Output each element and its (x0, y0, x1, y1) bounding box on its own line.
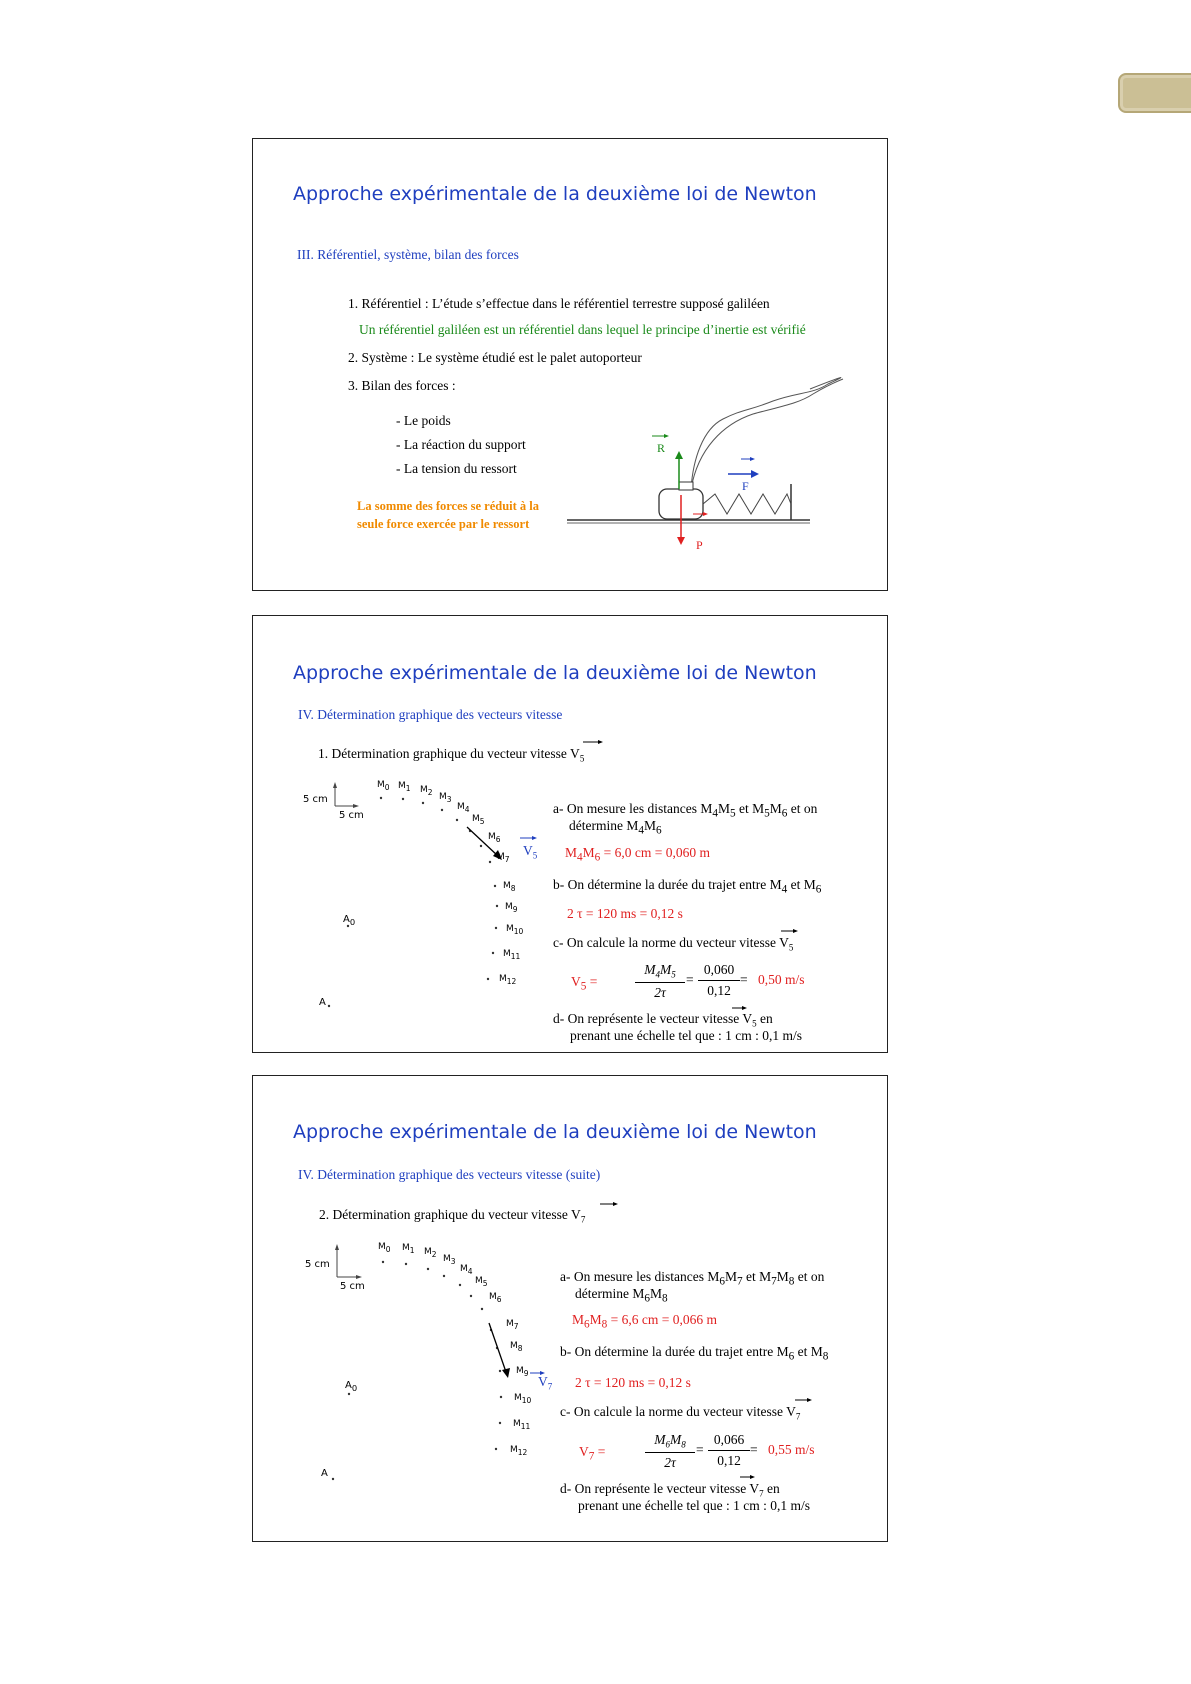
step-a-result: $M_6M_8 = 6,6$ cm = 0,066 m (572, 1312, 718, 1331)
pt-label: $M_3$ (439, 792, 452, 804)
step-c-line: c- On calcule la norme du vecteur vitesse $V_7$ (560, 1404, 801, 1422)
equals: = (740, 972, 748, 987)
label-F: F (742, 479, 749, 493)
pt-label: $M_{10}$ (514, 1393, 532, 1405)
slide-title: Approche expérimentale de la deuxième loi de Newton (293, 1121, 817, 1143)
slide-v7 (252, 1075, 888, 1542)
section-heading: IV. Détermination graphique des vecteurs vitesse (298, 707, 563, 722)
item-referentiel: 1. Référentiel : L’étude s’effectue dans le référentiel terrestre supposé galiléen (348, 296, 770, 311)
step-a-line1: a- On mesure les distances $M_4M_5$ et $M_5M_6$ et on (553, 801, 818, 820)
pt-label: $M_6$ (489, 1292, 502, 1304)
scale-horizontal: 5 cm (339, 810, 364, 821)
pt-label: $M_4$ (457, 802, 470, 814)
item-bilan: 3. Bilan des forces : (348, 378, 456, 393)
formula-fraction: $\frac{M_4M_5}{2\tau}$ (635, 962, 685, 1001)
step-a-result: $M_4M_6 = 6,0$ cm = 0,060 m (565, 845, 711, 864)
equals: = (686, 972, 694, 987)
step-b-result: 2 τ = 120 ms = 0,12 s (575, 1375, 691, 1390)
step-d-line1: d- On représente le vecteur vitesse $V_7$ en (560, 1481, 780, 1499)
item-systeme: 2. Système : Le système étudié est le palet autoporteur (348, 350, 642, 365)
label-v7: $V_7$ (538, 1374, 553, 1392)
pt-label: $M_1$ (398, 781, 411, 793)
step-a-line1: a- On mesure les distances $M_6M_7$ et $M_7M_8$ et on (560, 1269, 825, 1288)
formula-values: $\frac{0,060}{0,12}$ (698, 962, 740, 999)
sum-forces-line2: seule force exercée par le ressort (357, 517, 530, 531)
pt-label: $M_3$ (443, 1254, 456, 1266)
pt-label: $M_2$ (420, 785, 433, 797)
label-P: P (696, 538, 703, 552)
step-d-line2: prenant une échelle tel que : 1 cm : 0,1 m/s (570, 1028, 803, 1043)
pt-label: $M_{11}$ (513, 1419, 531, 1431)
equals: = (696, 1442, 704, 1457)
scale-vertical: 5 cm (305, 1259, 330, 1270)
force-reaction: - La réaction du support (396, 437, 526, 452)
label-v5: $V_5$ (523, 843, 538, 861)
step-d-arrow (253, 1076, 887, 1541)
label-A0: $A_0$ (345, 1380, 358, 1393)
step-d-line2: prenant une échelle tel que : 1 cm : 0,1 m/s (578, 1498, 811, 1513)
section-heading: IV. Détermination graphique des vecteurs vitesse (suite) (298, 1167, 601, 1182)
force-poids: - Le poids (396, 413, 451, 428)
label-A0: $A_0$ (343, 914, 356, 927)
sum-forces-line1: La somme des forces se réduit à la (357, 499, 540, 513)
formula-fraction: $\frac{M_6M_8}{2\tau}$ (645, 1432, 695, 1471)
pt-label: $M_0$ (377, 780, 390, 792)
pt-label: $M_8$ (503, 881, 516, 893)
formula-values: $\frac{0,066}{0,12}$ (708, 1432, 750, 1469)
slide-title: Approche expérimentale de la deuxième loi de Newton (293, 183, 817, 205)
step-a-line2: détermine $M_6M_8$ (575, 1286, 668, 1305)
slide-forces (252, 138, 888, 591)
formula-lhs: $V_7$ = (579, 1444, 606, 1463)
note-galileen: Un référentiel galiléen est un référentiel dans lequel le principe d’inertie est vérifié (359, 322, 806, 337)
pt-label: $M_{12}$ (499, 974, 517, 986)
label-R: R (657, 441, 666, 455)
string-line (691, 378, 841, 490)
heading-v5: 1. Détermination graphique du vecteur vitesse $V_5$ (318, 746, 585, 764)
pt-label: $M_7$ (497, 852, 510, 864)
scale-horizontal: 5 cm (340, 1281, 365, 1292)
pt-label: $M_5$ (472, 814, 485, 826)
step-d-line1: d- On représente le vecteur vitesse $V_5$ en (553, 1011, 773, 1029)
pt-label: $M_9$ (505, 902, 518, 914)
pt-label: $M_4$ (460, 1264, 473, 1276)
pt-label: $M_2$ (424, 1247, 437, 1259)
label-A: A (319, 997, 326, 1008)
heading-v7: 2. Détermination graphique du vecteur vitesse $V_7$ (319, 1207, 586, 1225)
pt-label: $M_0$ (378, 1242, 391, 1254)
force-tension: - La tension du ressort (396, 461, 517, 476)
scale-vertical: 5 cm (303, 794, 328, 805)
pt-label: $M_7$ (506, 1319, 519, 1331)
pt-label: $M_{12}$ (510, 1445, 528, 1457)
step-d-arrow (253, 616, 887, 1052)
puck-spring-diagram (253, 139, 887, 590)
formula-lhs: $V_5$ = (571, 974, 598, 993)
step-a-line2: détermine $M_4M_6$ (569, 818, 662, 837)
step-b-line: b- On détermine la durée du trajet entre $M_6$ et $M_8$ (560, 1344, 829, 1363)
spring (703, 494, 791, 514)
pt-label: $M_{11}$ (503, 949, 521, 961)
step-b-line: b- On détermine la durée du trajet entre $M_4$ et $M_6$ (553, 877, 822, 896)
pt-label: $M_{10}$ (506, 924, 524, 936)
pt-label: $M_5$ (475, 1276, 488, 1288)
formula-result: 0,50 m/s (758, 972, 805, 987)
pt-label: $M_1$ (402, 1243, 415, 1255)
formula-result: 0,55 m/s (768, 1442, 815, 1457)
pt-label: $M_9$ (516, 1366, 529, 1378)
slide-title: Approche expérimentale de la deuxième loi de Newton (293, 662, 817, 684)
equals: = (750, 1442, 758, 1457)
label-A: A (321, 1468, 328, 1479)
slide-v5 (252, 615, 888, 1053)
step-b-result: 2 τ = 120 ms = 0,12 s (567, 906, 683, 921)
page-tab (1118, 73, 1191, 113)
section-heading: III. Référentiel, système, bilan des forces (297, 247, 519, 262)
pt-label: $M_6$ (488, 832, 501, 844)
step-c-line: c- On calcule la norme du vecteur vitesse $V_5$ (553, 935, 794, 953)
pt-label: $M_8$ (510, 1341, 523, 1353)
